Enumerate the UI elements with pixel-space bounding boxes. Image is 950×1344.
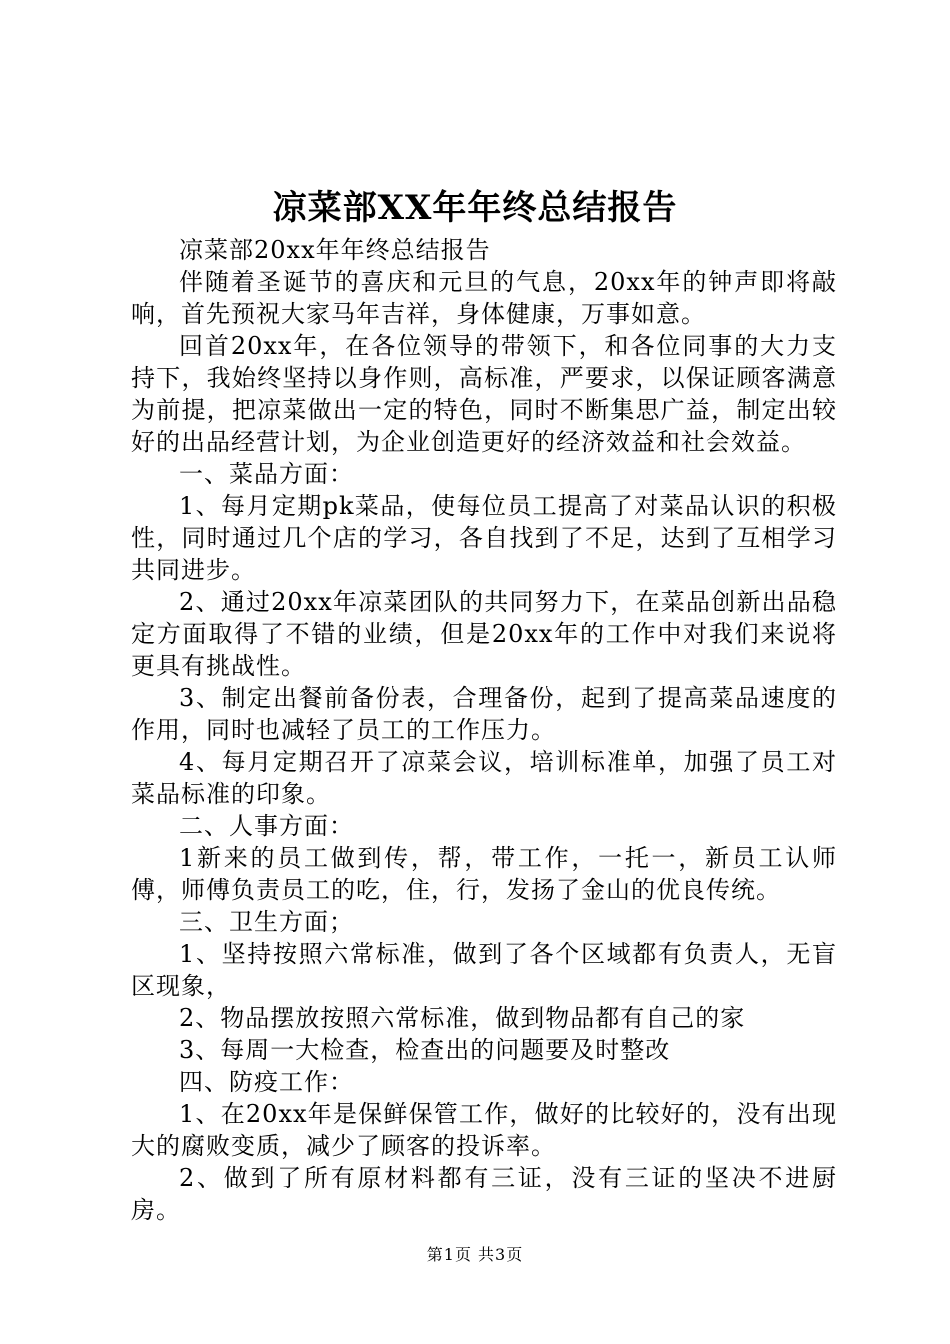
document-title: 凉菜部XX年年终总结报告 bbox=[272, 188, 678, 228]
paragraph-dishes-4: 4、每月定期召开了凉菜会议，培训标准单，加强了员工对菜品标准的印象。 bbox=[131, 748, 837, 808]
paragraph-personnel-1: 1新来的员工做到传，帮，带工作，一托一，新员工认师傅，师傅负责员工的吃，住，行，发扬了金山的优良传统。 bbox=[131, 844, 837, 904]
paragraph-greeting: 伴随着圣诞节的喜庆和元旦的气息，20xx年的钟声即将敲响，首先预祝大家马年吉祥，身体健康，万事如意。 bbox=[131, 268, 837, 328]
paragraph-hygiene-1: 1、坚持按照六常标准，做到了各个区域都有负责人，无盲区现象， bbox=[131, 940, 837, 1000]
section-heading-hygiene: 三、卫生方面； bbox=[179, 908, 354, 936]
paragraph-dishes-2: 2、通过20xx年凉菜团队的共同努力下，在菜品创新出品稳定方面取得了不错的业绩，但是20xx年的工作中对我们来说将更具有挑战性。 bbox=[131, 588, 837, 680]
paragraph-hygiene-2: 2、物品摆放按照六常标准，做到物品都有自己的家 bbox=[179, 1004, 746, 1032]
paragraph-hygiene-3: 3、每周一大检查，检查出的问题要及时整改 bbox=[179, 1036, 671, 1064]
paragraph-epidemic-2: 2、做到了所有原材料都有三证，没有三证的坚决不进厨房。 bbox=[131, 1164, 837, 1224]
paragraph-subtitle: 凉菜部20xx年年终总结报告 bbox=[179, 236, 491, 264]
paragraph-epidemic-1: 1、在20xx年是保鲜保管工作，做好的比较好的，没有出现大的腐败变质，减少了顾客的投诉率。 bbox=[131, 1100, 837, 1160]
section-heading-epidemic: 四、防疫工作： bbox=[179, 1068, 354, 1096]
page-number-footer: 第1页 共3页 bbox=[426, 1245, 524, 1264]
paragraph-dishes-1: 1、每月定期pk菜品，使每位员工提高了对菜品认识的积极性，同时通过几个店的学习，各自找到了不足，达到了互相学习共同进步。 bbox=[131, 492, 837, 584]
paragraph-dishes-3: 3、制定出餐前备份表，合理备份，起到了提高菜品速度的作用，同时也减轻了员工的工作压力。 bbox=[131, 684, 837, 744]
document-body bbox=[131, 234, 837, 1226]
section-heading-dishes: 一、菜品方面： bbox=[179, 460, 354, 488]
paragraph-review: 回首20xx年，在各位领导的带领下，和各位同事的大力支持下，我始终坚持以身作则，高标准，严要求，以保证顾客满意为前提，把凉菜做出一定的特色，同时不断集思广益，制定出较好的出品经营计划，为企业创造更好的经济效益和社会效益。 bbox=[131, 332, 837, 456]
section-heading-personnel: 二、人事方面： bbox=[179, 812, 354, 840]
